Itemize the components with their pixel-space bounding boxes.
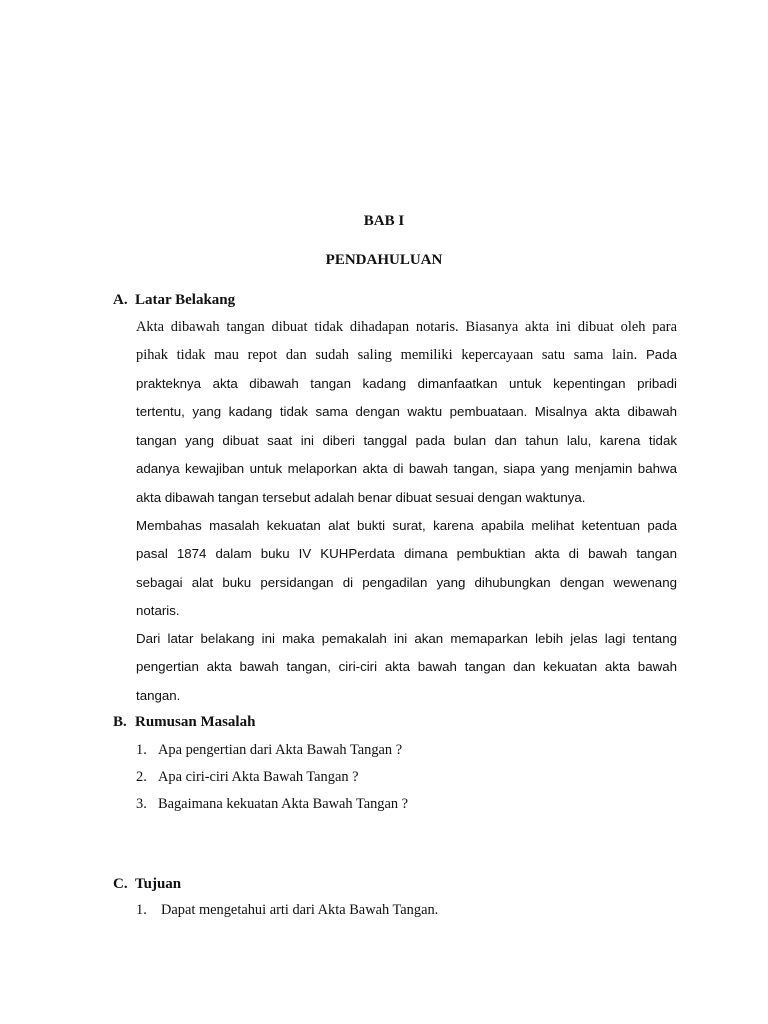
paragraph-2 [136, 370, 677, 512]
paragraph-line: akta dibawah tangan tersebut adalah benar dibuat sesuai dengan waktunya. [136, 489, 586, 505]
list-item-number: 3. [136, 796, 147, 812]
list-item-number: 1. [136, 742, 147, 758]
section-letter: C. [113, 876, 128, 892]
paragraph-line: pengertian akta bawah tangan, ciri-ciri akta bawah tangan dan kekuatan akta bawah [136, 659, 677, 675]
rumusan-masalah-list [136, 737, 408, 818]
list-item [136, 764, 408, 791]
paragraph-4 [136, 625, 677, 710]
list-item [136, 737, 408, 764]
section-title: Rumusan Masalah [135, 714, 256, 730]
list-item-text: Bagaimana kekuatan Akta Bawah Tangan ? [158, 796, 409, 812]
chapter-title: PENDAHULUAN [325, 252, 443, 268]
section-heading-tujuan [113, 876, 181, 893]
paragraph-line: prakteknya akta dibawah tangan kadang dimanfaatkan untuk kepentingan pribadi [136, 376, 677, 391]
list-item-text: Dapat mengetahui arti dari Akta Bawah Tangan. [161, 902, 439, 918]
paragraph-3 [136, 512, 677, 626]
section-title: Latar Belakang [135, 292, 236, 308]
section-heading-latar-belakang [113, 292, 235, 309]
list-item-text: Apa ciri-ciri Akta Bawah Tangan ? [158, 769, 359, 785]
paragraph-1 [136, 313, 677, 370]
paragraph-line: Akta dibawah tangan dibuat tidak dihadapan notaris. Biasanya akta ini dibuat oleh para [136, 319, 677, 335]
list-item [136, 791, 408, 818]
paragraph-line: tertentu, yang kadang tidak sama dengan waktu pembuataan. Misalnya akta dibawah [136, 404, 677, 420]
paragraph-line [136, 341, 677, 369]
paragraph-line: sebagai alat buku persidangan di pengadilan yang dihubungkan dengan wewenang [136, 574, 677, 590]
paragraph-line: Membahas masalah kekuatan alat bukti surat, karena apabila melihat ketentuan pada [136, 518, 677, 533]
chapter-number: BAB I [363, 213, 405, 229]
paragraph-line-text: pihak tidak mau repot dan sudah saling memiliki kepercayaan satu sama lain. [136, 347, 638, 364]
paragraph-line: notaris. [136, 603, 180, 619]
paragraph-line: Dari latar belakang ini maka pemakalah ini akan memaparkan lebih jelas lagi tentang [136, 631, 677, 646]
list-item-number: 1. [136, 902, 147, 918]
section-heading-rumusan-masalah [113, 714, 255, 731]
list-item-text: Apa pengertian dari Akta Bawah Tangan ? [158, 742, 403, 758]
section-letter: A. [113, 292, 128, 308]
list-item [136, 897, 438, 924]
list-item-number: 2. [136, 769, 147, 785]
paragraph-line: pasal 1874 dalam buku IV KUHPerdata dimana pembuktian akta di bawah tangan [136, 546, 677, 562]
paragraph-line: adanya kewajiban untuk melaporkan akta di bawah tangan, siapa yang menjamin bahwa [136, 461, 677, 477]
paragraph-line: tangan yang dibuat saat ini diberi tanggal pada bulan dan tahun lalu, karena tidak [136, 432, 677, 448]
section-title: Tujuan [135, 876, 182, 892]
paragraph-line-tail: Pada [645, 347, 677, 363]
section-letter: B. [113, 714, 127, 730]
tujuan-list [136, 897, 438, 924]
paragraph-line: tangan. [136, 687, 181, 703]
